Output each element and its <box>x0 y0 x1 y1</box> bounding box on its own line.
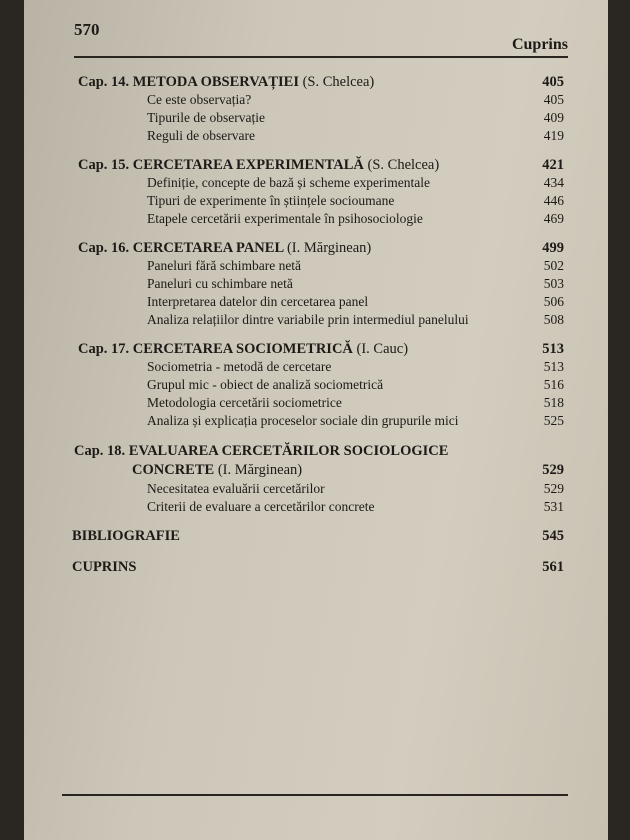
footer-divider <box>62 794 568 796</box>
section-title: Tipuri de experimente în științele socioumane <box>147 193 395 208</box>
chapter-label: Cap. 14. <box>78 74 130 90</box>
section-page: 409 <box>543 110 564 125</box>
section-page: 446 <box>543 193 564 208</box>
chapter-title-line2: CONCRETE <box>132 462 215 478</box>
section-title: Paneluri fără schimbare netă <box>147 258 302 273</box>
backmatter-page: 545 <box>542 528 564 544</box>
section-page: 508 <box>543 312 564 327</box>
backmatter-title: CUPRINS <box>72 559 137 575</box>
section-title: Ce este observația? <box>147 92 252 107</box>
section-title: Sociometria - metodă de cercetare <box>147 359 332 374</box>
section-page: 518 <box>543 395 564 410</box>
section-title: Tipurile de observație <box>147 110 265 125</box>
section-page: 506 <box>543 294 564 309</box>
section-page: 434 <box>543 175 564 190</box>
chapter-label: Cap. 17. <box>78 341 130 357</box>
section-title: Definiție, concepte de bază și scheme experimentale <box>147 175 430 190</box>
chapter-page: 513 <box>542 341 564 357</box>
section-title: Criterii de evaluare a cercetărilor concrete <box>147 499 375 514</box>
chapter-author: (S. Chelcea) <box>367 157 440 173</box>
chapter-title: CERCETAREA EXPERIMENTALĂ <box>132 157 364 173</box>
section-title: Etapele cercetării experimentale în psihosociologie <box>147 211 423 226</box>
section-title: Analiza și explicația proceselor sociale din grupurile mici <box>147 413 459 428</box>
section-title: Analiza relațiilor dintre variabile prin intermediul panelului <box>147 312 469 327</box>
section-title: Interpretarea datelor din cercetarea panel <box>147 294 369 309</box>
chapter-label: Cap. 18. <box>74 443 126 459</box>
chapter-page: 499 <box>542 240 564 256</box>
page-number: 570 <box>74 20 100 39</box>
chapter-label: Cap. 16. <box>78 240 130 256</box>
chapter-author: (S. Chelcea) <box>302 74 375 90</box>
section-page: 502 <box>543 258 564 273</box>
section-title: Paneluri cu schimbare netă <box>147 276 293 291</box>
section-page: 513 <box>543 359 564 374</box>
section-title: Necesitatea evaluării cercetărilor <box>147 481 325 496</box>
chapter-author: (I. Mărginean) <box>286 240 372 256</box>
section-page: 531 <box>543 499 564 514</box>
section-page: 419 <box>543 128 564 143</box>
running-header: Cuprins <box>511 36 568 53</box>
section-page: 529 <box>543 481 564 496</box>
section-title: Metodologia cercetării sociometrice <box>147 395 342 410</box>
header-divider <box>74 56 568 58</box>
backmatter-title: BIBLIOGRAFIE <box>72 528 180 544</box>
chapter-page: 529 <box>542 462 564 478</box>
chapter-author: (I. Mărginean) <box>217 462 303 478</box>
chapter-title: CERCETAREA PANEL <box>132 240 284 256</box>
section-page: 405 <box>543 92 564 107</box>
chapter-title: EVALUAREA CERCETĂRILOR SOCIOLOGICE <box>128 443 449 459</box>
chapter-title: CERCETAREA SOCIOMETRICĂ <box>132 341 353 357</box>
chapter-title: METODA OBSERVAȚIEI <box>132 74 299 90</box>
chapter-page: 421 <box>542 157 564 173</box>
section-title: Reguli de observare <box>147 128 255 143</box>
chapter-author: (I. Cauc) <box>356 341 409 357</box>
section-page: 469 <box>543 211 564 226</box>
book-page <box>24 0 608 840</box>
section-page: 503 <box>543 276 564 291</box>
chapter-page: 405 <box>542 74 564 90</box>
section-page: 525 <box>543 413 564 428</box>
chapter-label: Cap. 15. <box>78 157 130 173</box>
section-title: Grupul mic - obiect de analiză sociometrică <box>147 377 384 392</box>
section-page: 516 <box>543 377 564 392</box>
backmatter-page: 561 <box>542 559 564 575</box>
